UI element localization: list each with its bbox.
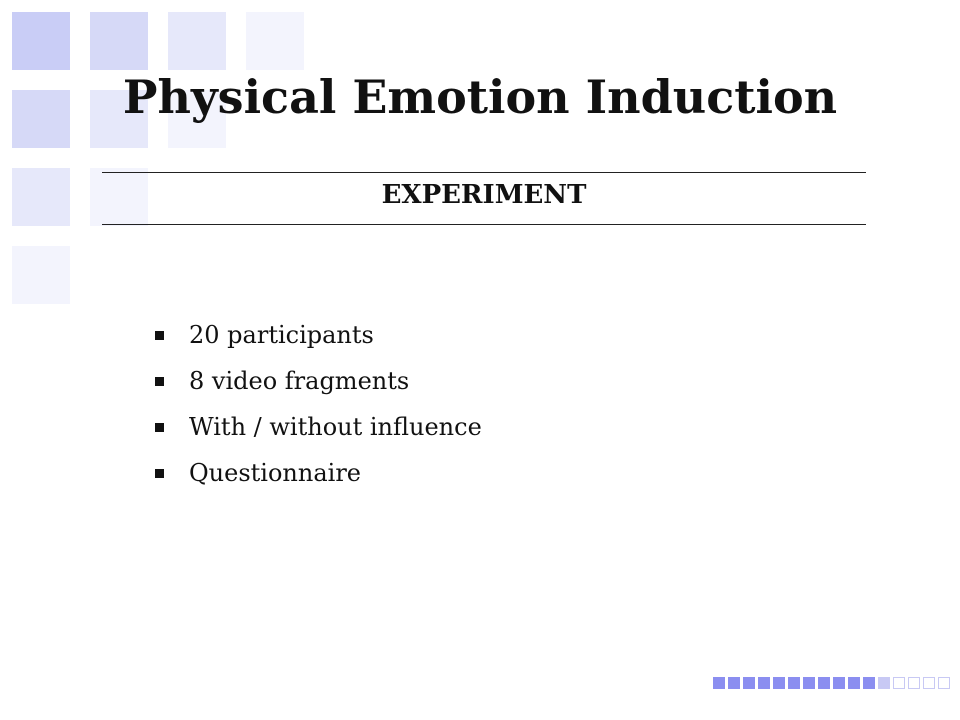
decor-square bbox=[246, 12, 304, 70]
list-item bbox=[155, 450, 482, 496]
square-bullet-icon bbox=[155, 331, 164, 340]
footer-square bbox=[818, 677, 830, 689]
decor-square bbox=[12, 246, 70, 304]
bottom-rule bbox=[102, 224, 866, 225]
footer-square bbox=[758, 677, 770, 689]
footer-squares bbox=[713, 677, 953, 689]
footer-square bbox=[863, 677, 875, 689]
square-bullet-icon bbox=[155, 469, 164, 478]
slide-title: Physical Emotion Induction bbox=[122, 70, 838, 124]
decor-square bbox=[168, 12, 226, 70]
square-bullet-icon bbox=[155, 423, 164, 432]
footer-square bbox=[938, 677, 950, 689]
footer-square bbox=[728, 677, 740, 689]
list-item-text: With / without influence bbox=[189, 413, 482, 441]
footer-square bbox=[908, 677, 920, 689]
footer-square bbox=[788, 677, 800, 689]
top-rule bbox=[102, 172, 866, 173]
decor-square bbox=[90, 12, 148, 70]
footer-square bbox=[878, 677, 890, 689]
footer-square bbox=[893, 677, 905, 689]
footer-square bbox=[713, 677, 725, 689]
list-item-text: Questionnaire bbox=[189, 459, 361, 487]
list-item bbox=[155, 312, 482, 358]
footer-square bbox=[743, 677, 755, 689]
bullet-list bbox=[155, 312, 482, 496]
decor-square bbox=[12, 12, 70, 70]
list-item-text: 20 participants bbox=[189, 321, 374, 349]
list-item-text: 8 video fragments bbox=[189, 367, 410, 395]
section-heading: EXPERIMENT bbox=[381, 180, 587, 210]
footer-square bbox=[803, 677, 815, 689]
list-item bbox=[155, 404, 482, 450]
list-item bbox=[155, 358, 482, 404]
footer-square bbox=[848, 677, 860, 689]
footer-square bbox=[833, 677, 845, 689]
footer-square bbox=[773, 677, 785, 689]
decor-square bbox=[12, 168, 70, 226]
square-bullet-icon bbox=[155, 377, 164, 386]
footer-square bbox=[923, 677, 935, 689]
